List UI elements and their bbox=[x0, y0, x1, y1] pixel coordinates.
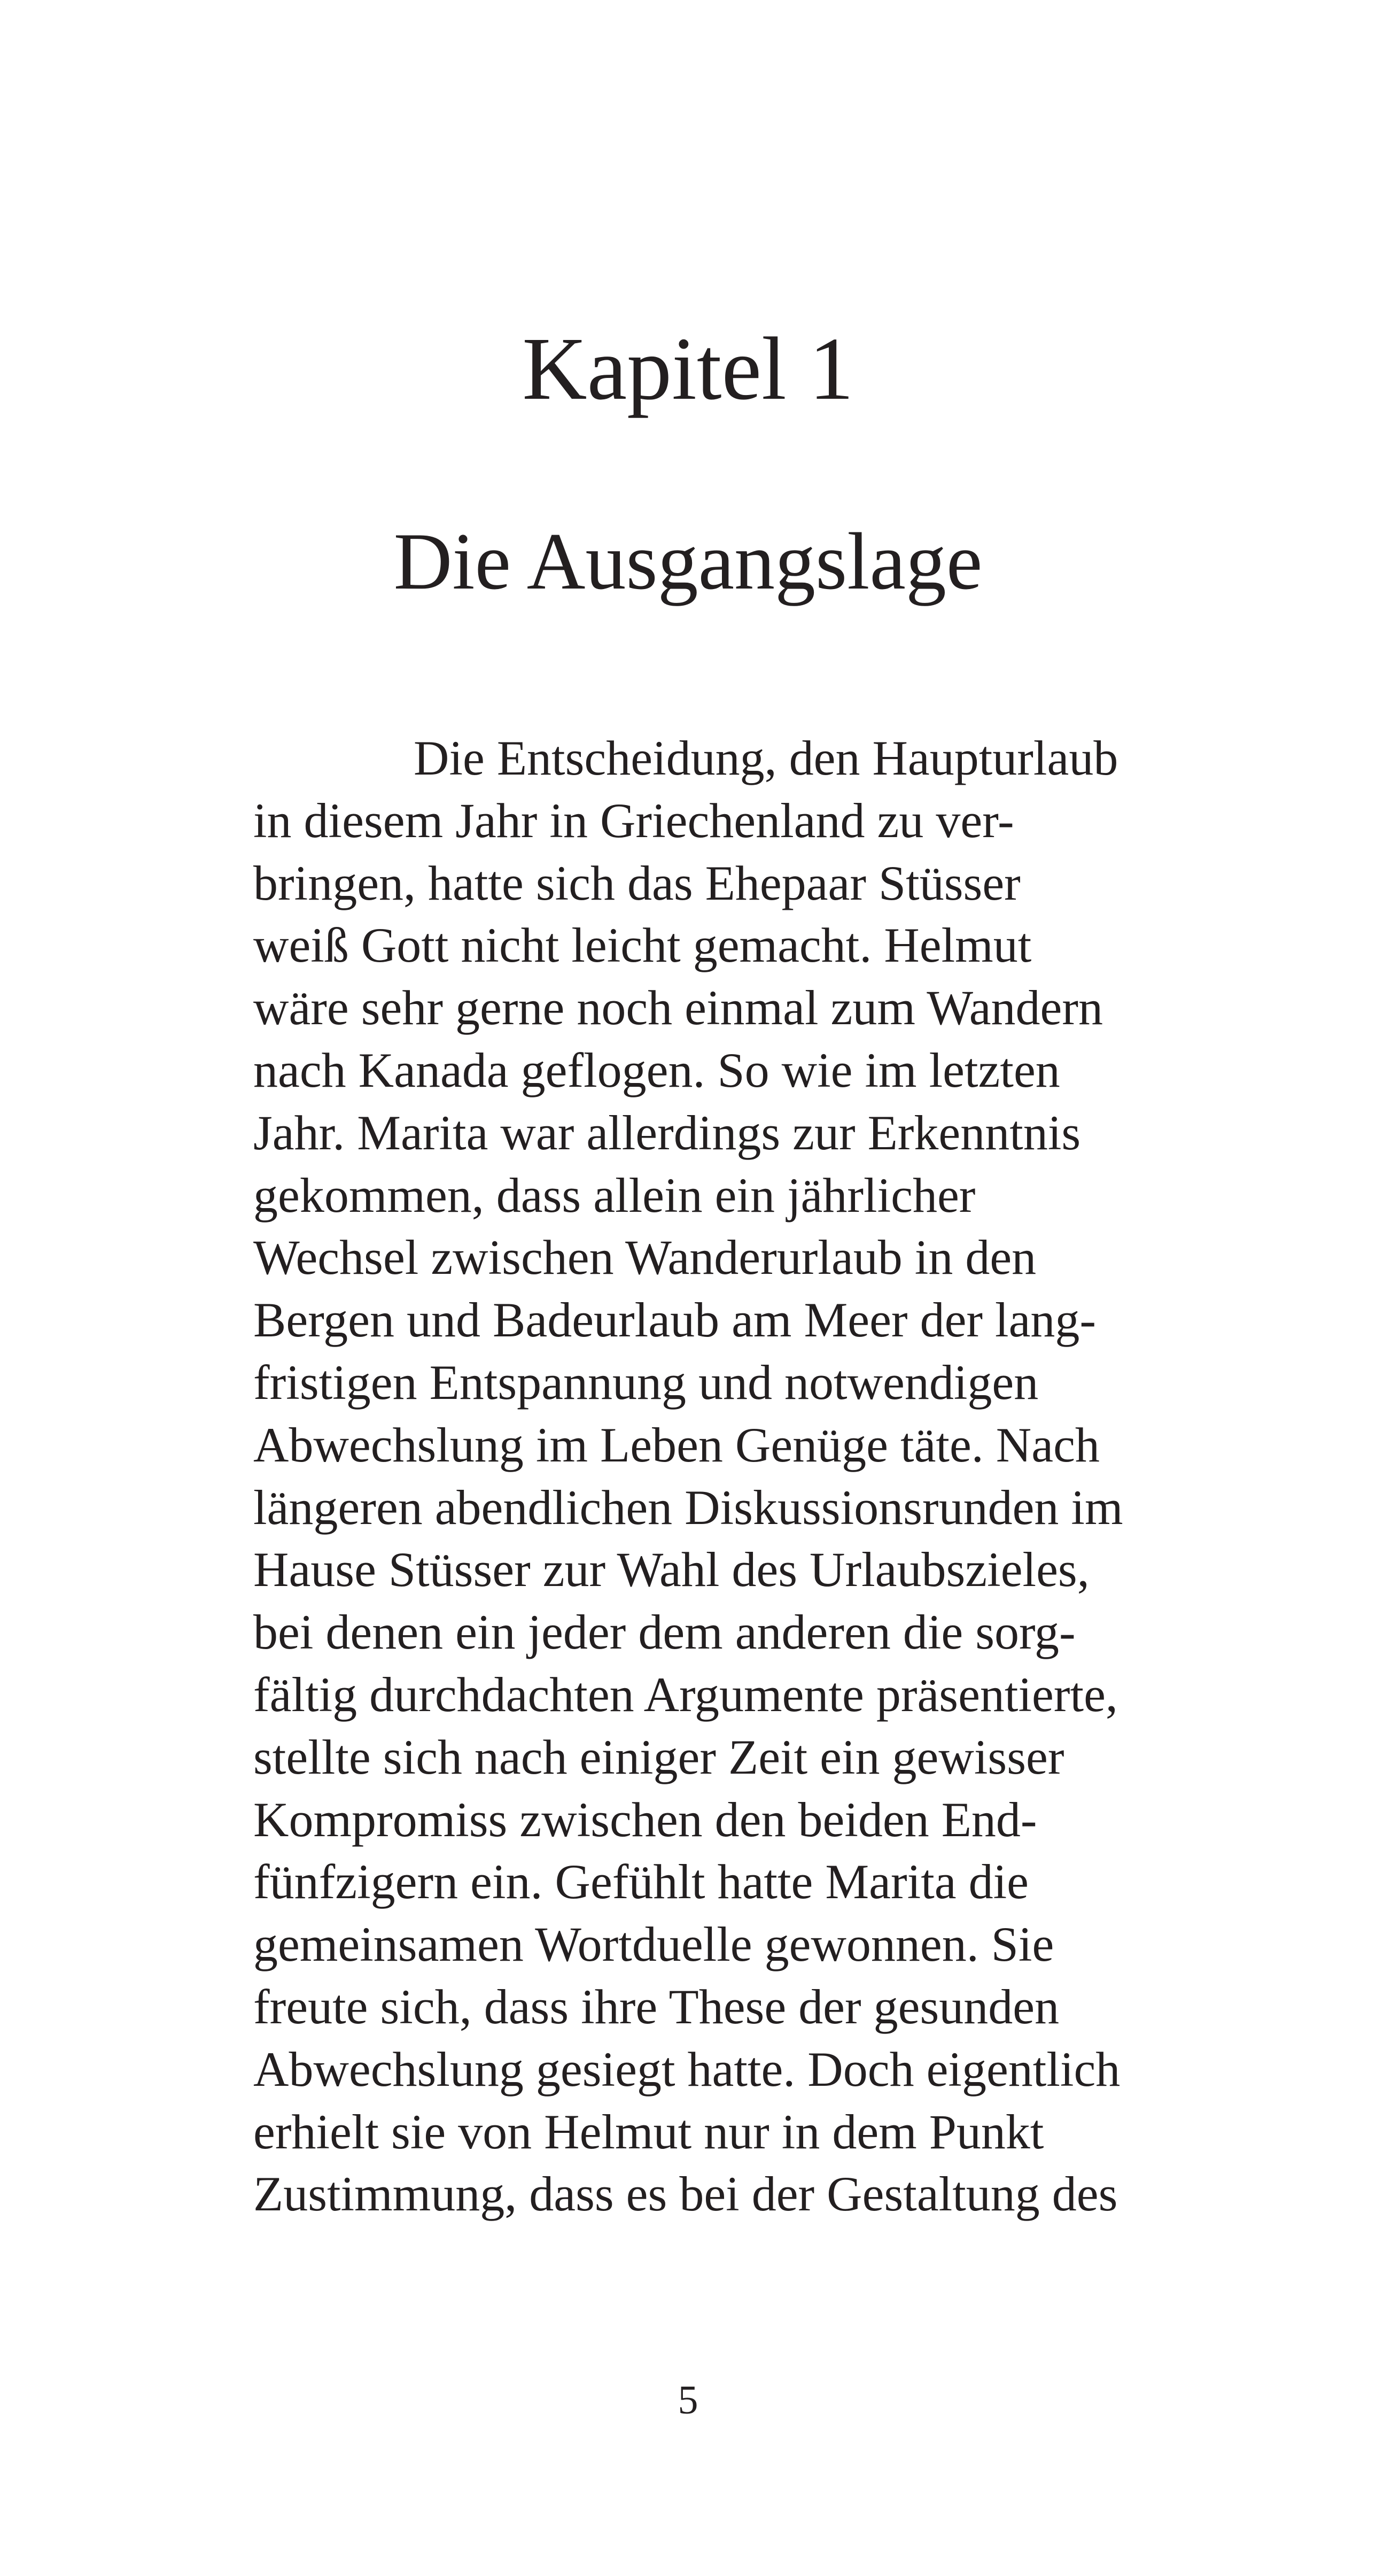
chapter-title: Die Ausgangslage bbox=[393, 516, 983, 606]
body-line: Hause Stüsser zur Wahl des Urlaubszieles, bbox=[253, 1542, 1090, 1597]
body-line: freute sich, dass ihre These der gesunden bbox=[253, 1979, 1060, 2034]
body-line: fünfzigern ein. Gefühlt hatte Marita die bbox=[253, 1854, 1029, 1909]
body-line: stellte sich nach einiger Zeit ein gewisser bbox=[253, 1729, 1064, 1784]
body-line: in diesem Jahr in Griechenland zu ver- bbox=[253, 793, 1014, 848]
body-line: längeren abendlichen Diskussionsrunden im bbox=[253, 1480, 1123, 1535]
page-number: 5 bbox=[678, 2378, 698, 2423]
body-line: wäre sehr gerne noch einmal zum Wandern bbox=[253, 980, 1103, 1035]
body-line: Wechsel zwischen Wanderurlaub in den bbox=[253, 1230, 1037, 1285]
body-line: Abwechslung gesiegt hatte. Doch eigentlich bbox=[253, 2041, 1121, 2097]
body-line: fältig durchdachten Argumente präsentierte, bbox=[253, 1667, 1118, 1722]
body-line: Die Entscheidung, den Haupturlaub bbox=[414, 731, 1118, 785]
chapter-number: Kapitel 1 bbox=[522, 319, 854, 419]
body-line: Zustimmung, dass es bei der Gestaltung des bbox=[253, 2167, 1118, 2222]
body-line: gemeinsamen Wortduelle gewonnen. Sie bbox=[253, 1917, 1054, 1972]
body-line: Jahr. Marita war allerdings zur Erkenntnis bbox=[253, 1105, 1081, 1160]
body-line: Bergen und Badeurlaub am Meer der lang- bbox=[253, 1293, 1097, 1348]
body-line: fristigen Entspannung und notwendigen bbox=[253, 1355, 1039, 1410]
body-line: Kompromiss zwischen den beiden End- bbox=[253, 1792, 1037, 1847]
body-line: Abwechslung im Leben Genüge täte. Nach bbox=[253, 1417, 1100, 1472]
body-line: gekommen, dass allein ein jährlicher bbox=[253, 1167, 976, 1223]
body-line: weiß Gott nicht leicht gemacht. Helmut bbox=[253, 918, 1032, 973]
body-line: bringen, hatte sich das Ehepaar Stüsser bbox=[253, 855, 1021, 910]
body-line: bei denen ein jeder dem anderen die sorg- bbox=[253, 1605, 1076, 1660]
body-text bbox=[253, 727, 1162, 2225]
body-line: erhielt sie von Helmut nur in dem Punkt bbox=[253, 2104, 1044, 2159]
body-line: nach Kanada geflogen. So wie im letzten bbox=[253, 1042, 1060, 1097]
